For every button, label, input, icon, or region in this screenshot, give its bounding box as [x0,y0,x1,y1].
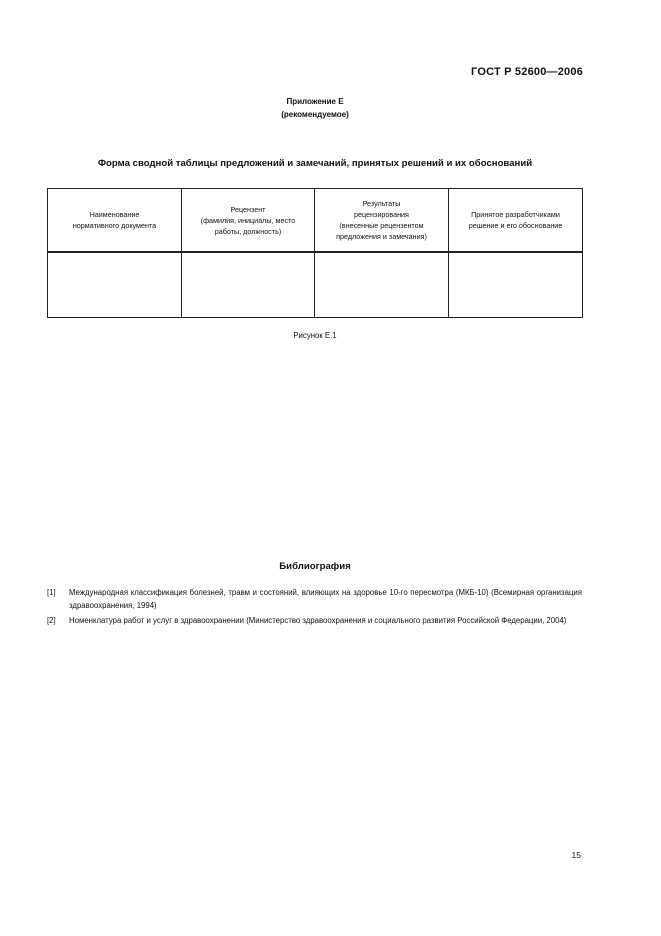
column-header-reviewer [182,189,315,253]
annex-status: (рекомендуемое) [281,110,349,119]
column-header-label: Принятое разработчиками решение и его обоснование [468,210,563,230]
form-title: Форма сводной таблицы предложений и замечаний, принятых решений и их обоснований [97,158,533,169]
table-cell-empty [315,252,449,318]
bibliography-number: [2] [47,616,56,625]
review-form-table [47,188,583,318]
table-header-row [48,189,583,253]
column-header-results [315,189,449,253]
figure-caption: Рисунок Е.1 [293,331,337,340]
table-cell-empty [48,252,182,318]
column-header-document [48,189,182,253]
annex-heading [0,95,630,121]
table-row [48,252,583,318]
column-header-label: Рецензент (фамилия, инициалы, место работы, должность) [200,204,296,236]
annex-title: Приложение Е [286,97,344,106]
bibliography-text: Номенклатура работ и услуг в здравоохранении (Министерство здравоохранения и социального развития Российской Федерации, 2004) [69,616,567,625]
column-header-decision [449,189,583,253]
document-code: ГОСТ Р 52600—2006 [471,66,583,78]
list-item [47,615,582,628]
column-header-label: Результаты рецензирования (внесенные рецензентом предложения и замечания) [336,199,427,241]
bibliography-title: Библиография [279,561,351,572]
bibliography-list [47,587,582,631]
table-cell-empty [182,252,315,318]
page-number: 15 [571,850,581,860]
list-item [47,587,582,612]
column-header-label: Наименование нормативного документа [72,210,157,230]
bibliography-text: Международная классификация болезней, травм и состояний, влияющих на здоровье 10-го пересмотра (МКБ-10) (Всемирная организация здравоохранения, 1994) [69,588,582,610]
bibliography-number: [1] [47,588,56,597]
table-cell-empty [449,252,583,318]
